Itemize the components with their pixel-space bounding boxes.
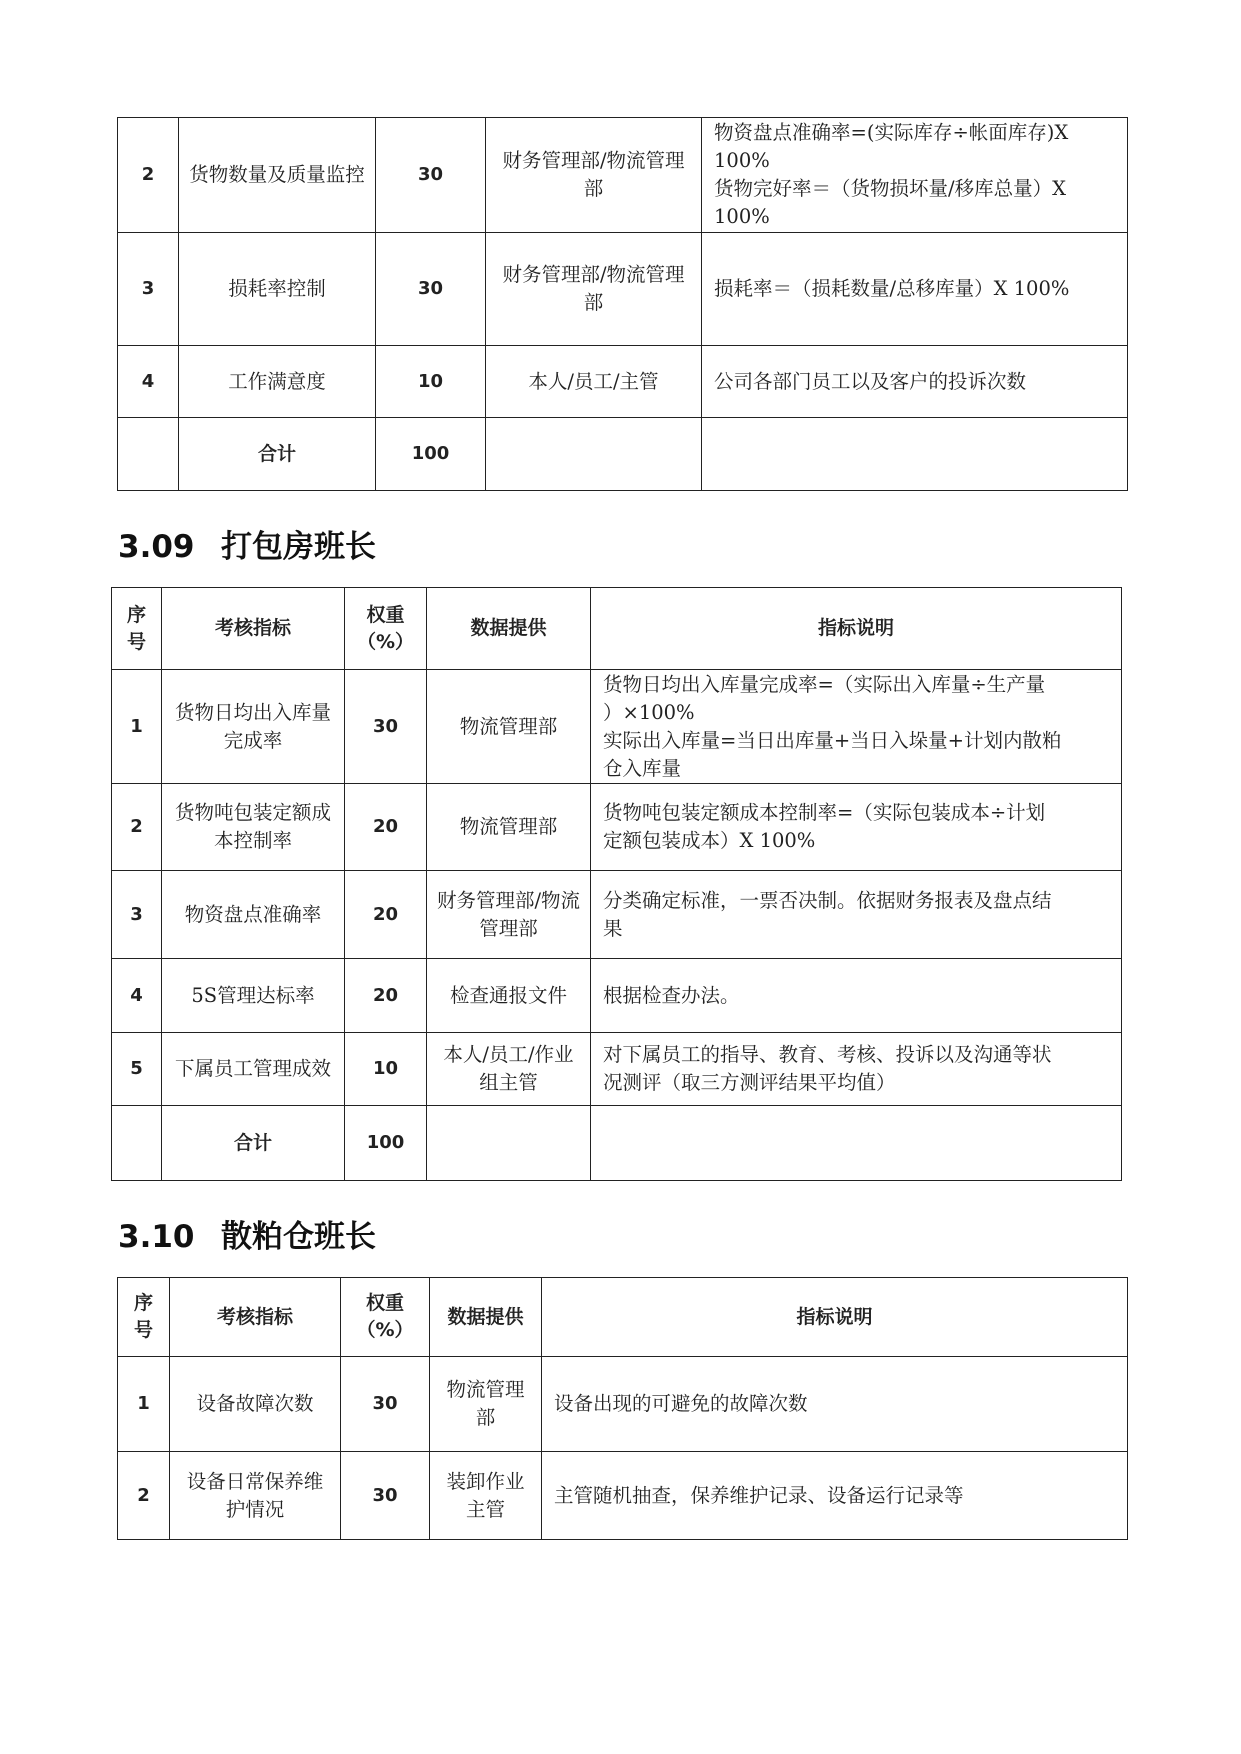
row-number: 4 bbox=[118, 346, 179, 418]
description-cell: 货物日均出入库量完成率=（实际出入库量÷生产量 ）×100% 实际出入库量=当日出库量+当日入垛量+计划内散粕 仓入库量 bbox=[591, 670, 1122, 784]
provider-cell bbox=[427, 1106, 591, 1181]
header-description: 指标说明 bbox=[591, 588, 1122, 670]
header-no: 序号 bbox=[118, 1278, 170, 1357]
row-number: 2 bbox=[118, 118, 179, 233]
header-metric: 考核指标 bbox=[162, 588, 345, 670]
description-cell: 分类确定标准，一票否决制。依据财务报表及盘点结 果 bbox=[591, 871, 1122, 959]
metric-cell: 下属员工管理成效 bbox=[162, 1033, 345, 1106]
description-cell: 货物吨包装定额成本控制率=（实际包装成本÷计划 定额包装成本）X 100% bbox=[591, 784, 1122, 871]
table-row bbox=[118, 118, 1128, 233]
table-row bbox=[112, 670, 1122, 784]
metric-cell: 设备故障次数 bbox=[170, 1357, 341, 1452]
section-number: 3.10 bbox=[118, 1219, 195, 1255]
table-row bbox=[118, 1452, 1128, 1540]
weight-cell: 20 bbox=[345, 959, 427, 1033]
weight-cell: 30 bbox=[376, 233, 486, 346]
total-label: 合计 bbox=[162, 1106, 345, 1181]
kpi-table-meal-silo bbox=[117, 1277, 1128, 1540]
kpi-table-continued bbox=[117, 117, 1128, 491]
provider-cell: 物流管理部 bbox=[427, 670, 591, 784]
section-heading-3-09 bbox=[118, 521, 376, 566]
row-number: 2 bbox=[112, 784, 162, 871]
table-row bbox=[112, 871, 1122, 959]
table-row bbox=[112, 959, 1122, 1033]
row-number: 1 bbox=[118, 1357, 170, 1452]
table-header-row bbox=[112, 588, 1122, 670]
header-description: 指标说明 bbox=[542, 1278, 1128, 1357]
row-number bbox=[112, 1106, 162, 1181]
provider-cell: 物流管理部 bbox=[427, 784, 591, 871]
provider-cell: 装卸作业主管 bbox=[430, 1452, 542, 1540]
description-cell: 主管随机抽查，保养维护记录、设备运行记录等 bbox=[542, 1452, 1128, 1540]
weight-cell: 20 bbox=[345, 784, 427, 871]
table-row bbox=[118, 346, 1128, 418]
description-cell: 物资盘点准确率=(实际库存÷帐面库存)X 100% 货物完好率＝（货物损坏量/移库总量）X 100% bbox=[702, 118, 1128, 233]
total-row bbox=[112, 1106, 1122, 1181]
weight-cell: 30 bbox=[341, 1452, 430, 1540]
provider-cell: 财务管理部/物流管理部 bbox=[486, 118, 702, 233]
provider-cell: 财务管理部/物流管理部 bbox=[427, 871, 591, 959]
section-heading-3-10 bbox=[118, 1211, 376, 1256]
row-number: 1 bbox=[112, 670, 162, 784]
section-title: 散粕仓班长 bbox=[221, 1219, 376, 1255]
total-row bbox=[118, 418, 1128, 491]
header-provider: 数据提供 bbox=[427, 588, 591, 670]
row-number bbox=[118, 418, 179, 491]
header-metric: 考核指标 bbox=[170, 1278, 341, 1357]
provider-cell: 检查通报文件 bbox=[427, 959, 591, 1033]
table-row bbox=[118, 233, 1128, 346]
table-row bbox=[112, 1033, 1122, 1106]
metric-cell: 损耗率控制 bbox=[179, 233, 376, 346]
metric-cell: 物资盘点准确率 bbox=[162, 871, 345, 959]
header-provider: 数据提供 bbox=[430, 1278, 542, 1357]
table-row bbox=[112, 784, 1122, 871]
metric-cell: 工作满意度 bbox=[179, 346, 376, 418]
description-cell: 对下属员工的指导、教育、考核、投诉以及沟通等状 况测评（取三方测评结果平均值） bbox=[591, 1033, 1122, 1106]
provider-cell: 财务管理部/物流管理部 bbox=[486, 233, 702, 346]
row-number: 3 bbox=[118, 233, 179, 346]
weight-cell: 20 bbox=[345, 871, 427, 959]
kpi-table-packing-room bbox=[111, 587, 1122, 1181]
section-number: 3.09 bbox=[118, 529, 195, 565]
row-number: 4 bbox=[112, 959, 162, 1033]
metric-cell: 货物吨包装定额成本控制率 bbox=[162, 784, 345, 871]
weight-cell: 10 bbox=[345, 1033, 427, 1106]
description-cell: 根据检查办法。 bbox=[591, 959, 1122, 1033]
section-title: 打包房班长 bbox=[221, 529, 376, 565]
row-number: 2 bbox=[118, 1452, 170, 1540]
provider-cell: 本人/员工/主管 bbox=[486, 346, 702, 418]
metric-cell: 5S管理达标率 bbox=[162, 959, 345, 1033]
weight-cell: 30 bbox=[341, 1357, 430, 1452]
description-cell: 损耗率＝（损耗数量/总移库量）X 100% bbox=[702, 233, 1128, 346]
provider-cell: 本人/员工/作业组主管 bbox=[427, 1033, 591, 1106]
total-weight: 100 bbox=[376, 418, 486, 491]
description-cell: 公司各部门员工以及客户的投诉次数 bbox=[702, 346, 1128, 418]
weight-cell: 10 bbox=[376, 346, 486, 418]
provider-cell bbox=[486, 418, 702, 491]
description-cell: 设备出现的可避免的故障次数 bbox=[542, 1357, 1128, 1452]
table-header-row bbox=[118, 1278, 1128, 1357]
row-number: 5 bbox=[112, 1033, 162, 1106]
weight-cell: 30 bbox=[376, 118, 486, 233]
metric-cell: 货物日均出入库量完成率 bbox=[162, 670, 345, 784]
table-row bbox=[118, 1357, 1128, 1452]
header-no: 序号 bbox=[112, 588, 162, 670]
weight-cell: 30 bbox=[345, 670, 427, 784]
row-number: 3 bbox=[112, 871, 162, 959]
metric-cell: 设备日常保养维护情况 bbox=[170, 1452, 341, 1540]
total-label: 合计 bbox=[179, 418, 376, 491]
header-weight: 权重（%） bbox=[341, 1278, 430, 1357]
provider-cell: 物流管理部 bbox=[430, 1357, 542, 1452]
description-cell bbox=[702, 418, 1128, 491]
header-weight: 权重（%） bbox=[345, 588, 427, 670]
description-cell bbox=[591, 1106, 1122, 1181]
metric-cell: 货物数量及质量监控 bbox=[179, 118, 376, 233]
total-weight: 100 bbox=[345, 1106, 427, 1181]
